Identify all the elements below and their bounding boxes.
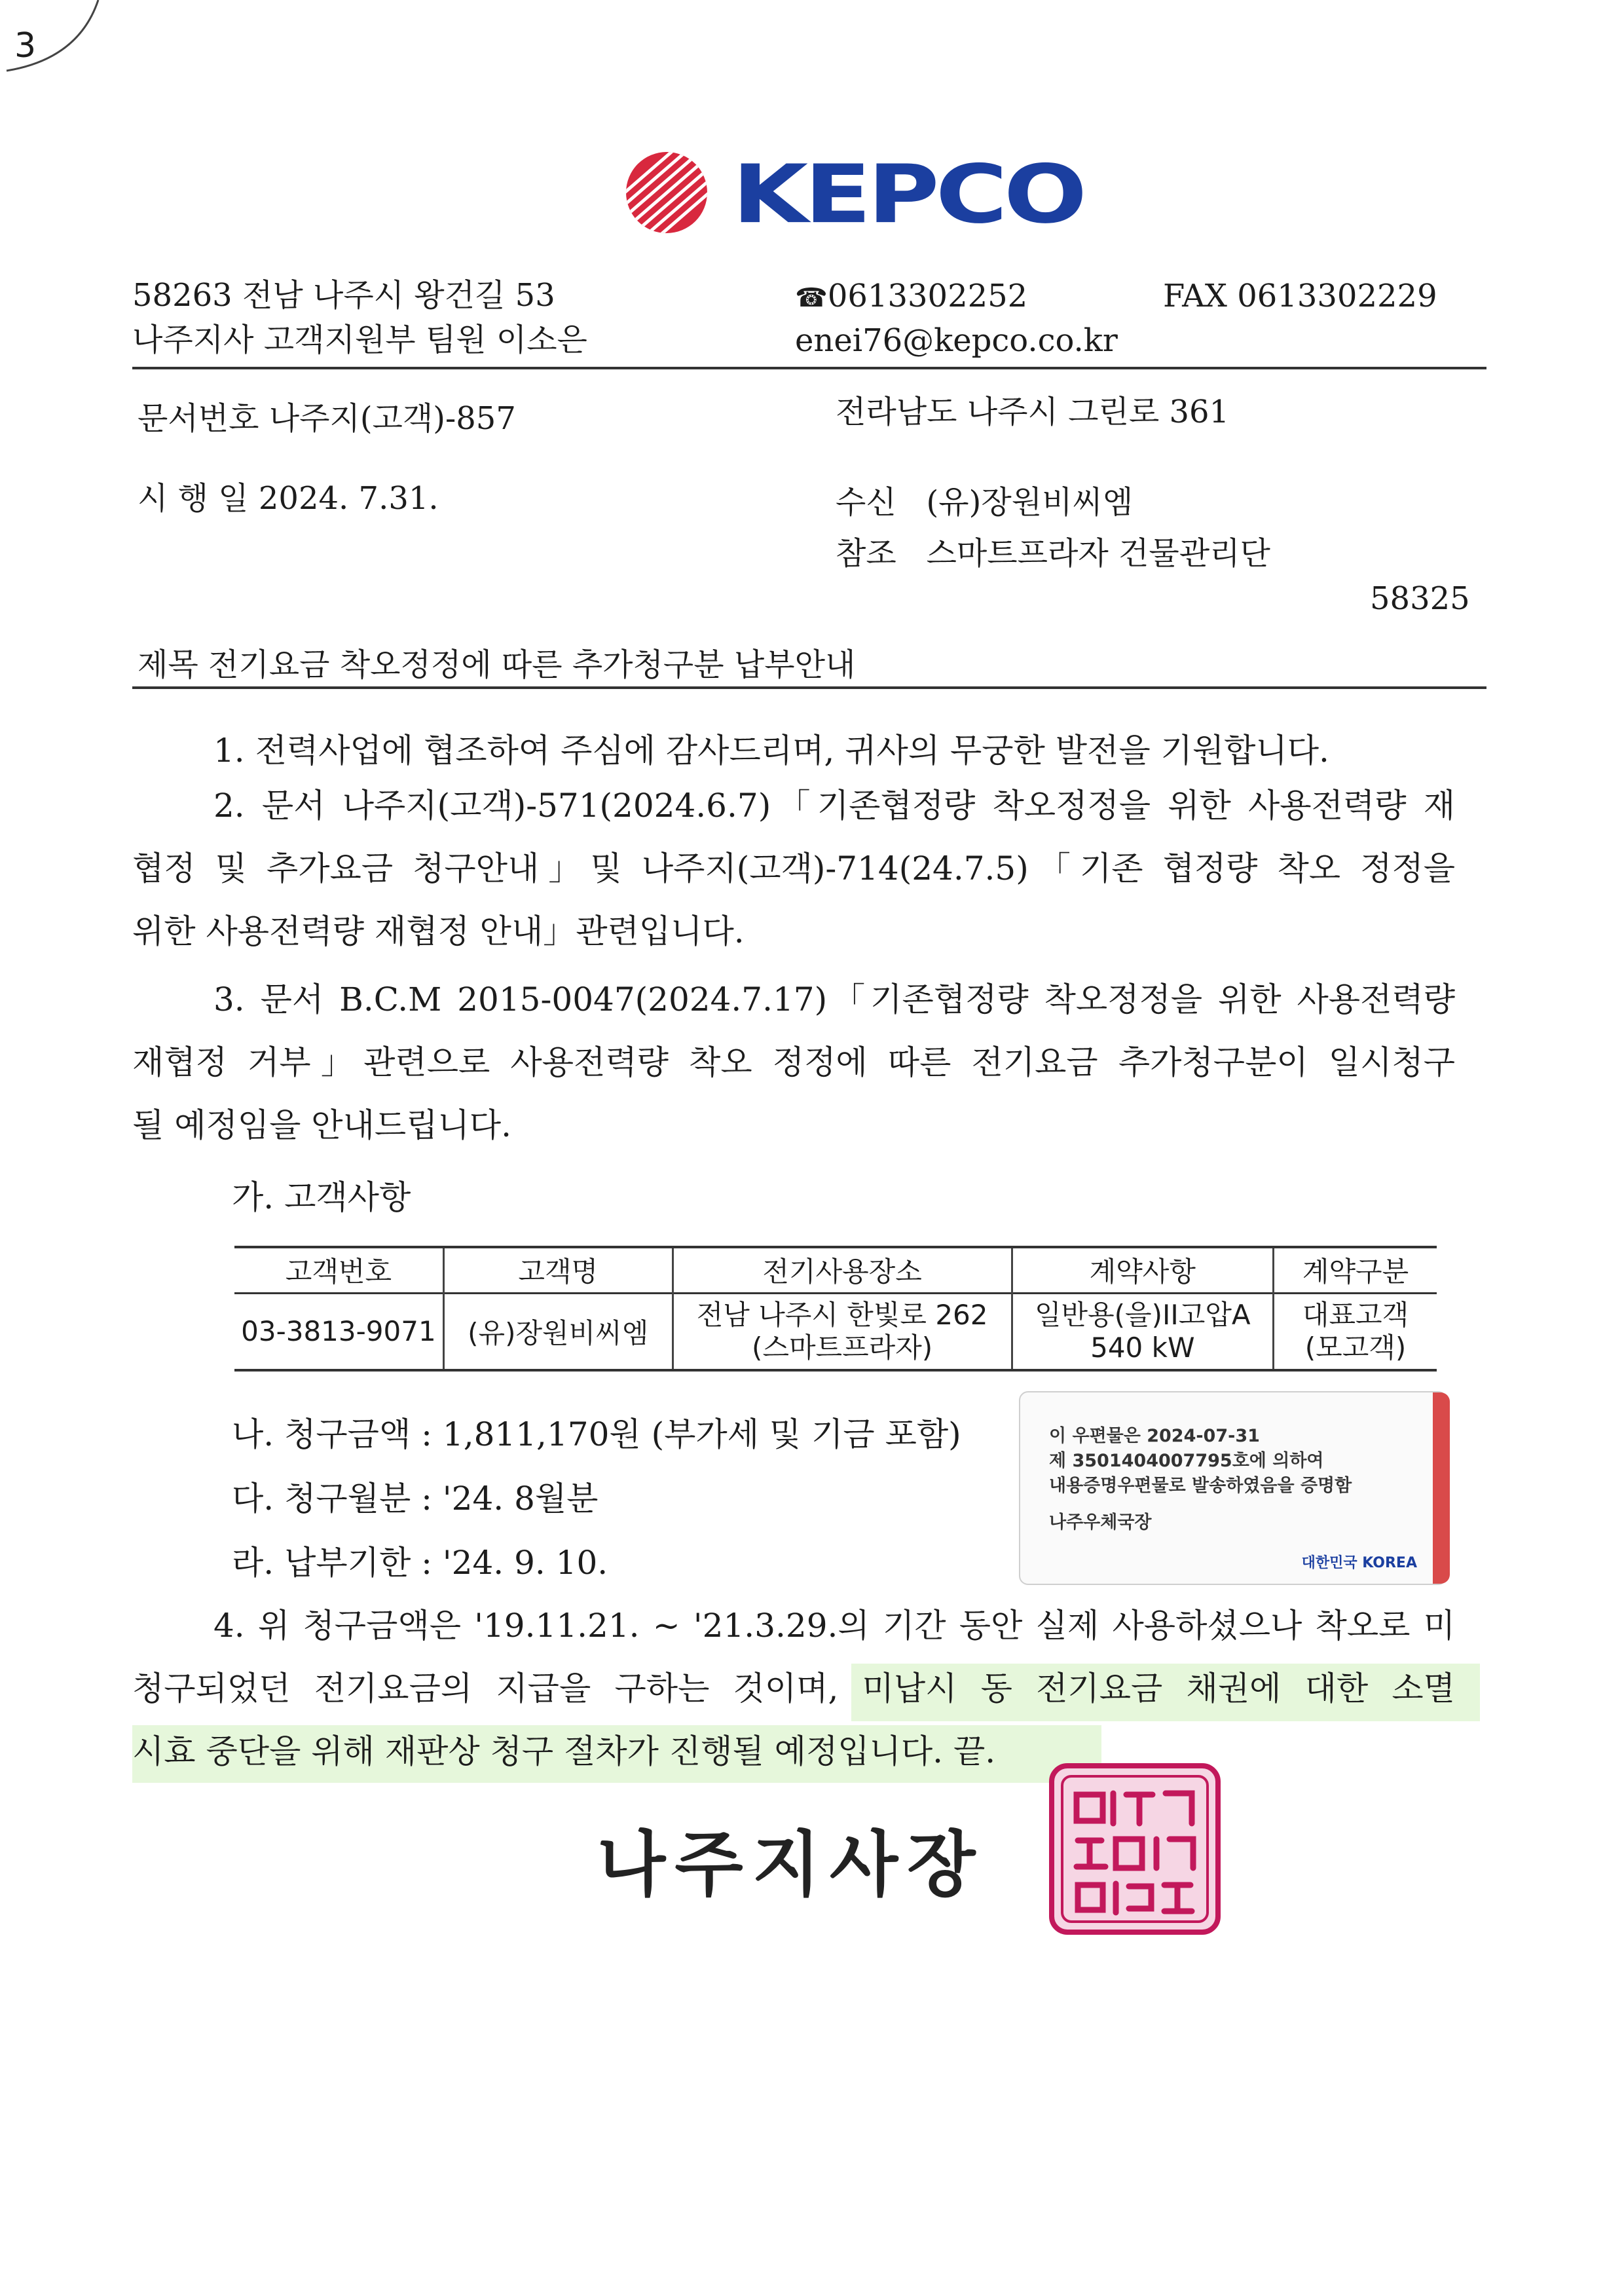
usage-place-line: 전남 나주시 한빛로 262 (696, 1298, 988, 1331)
recipient-row (836, 477, 1133, 522)
fax-number: FAX 0613302229 (1163, 278, 1437, 314)
subject-divider (132, 686, 1486, 689)
recipient-label: 수신 (836, 484, 896, 521)
doc-number: 문서번호 나주지(고객)-857 (138, 400, 516, 437)
recipient-postcode: 58325 (1370, 580, 1470, 617)
signer-title: 나주지사장 (597, 1824, 985, 1906)
postal-stamp-line: 나주우체국장 (1049, 1512, 1152, 1533)
reference-name: 스마트프라자 건물관리단 (926, 535, 1270, 572)
contract-type-cell (1274, 1293, 1437, 1370)
customer-name-cell: (유)장원비씨엠 (443, 1293, 673, 1370)
sender-contact-person: 나주지사 고객지원부 팀원 이소은 (132, 322, 587, 358)
page-number-mark: 3 (14, 26, 37, 65)
paragraph-3-line: 재협정 거부」관련으로 사용전력량 착오 정정에 따른 전기요금 추가청구분이 일시청구 (132, 1043, 1455, 1081)
postal-certification-stamp (1019, 1391, 1447, 1585)
table-header: 계약구분 (1274, 1247, 1437, 1293)
paragraph-1: 1. 전력사업에 협조하여 주심에 감사드리며, 귀사의 무궁한 발전을 기원합니다. (213, 732, 1329, 770)
postal-brand: 대한민국 KOREA (1301, 1555, 1417, 1571)
usage-place-cell (673, 1293, 1012, 1370)
sender-address: 58263 전남 나주시 왕건길 53 (132, 277, 555, 314)
table-row (234, 1293, 1437, 1370)
paragraph-4 (132, 1594, 1455, 1783)
reference-label: 참조 (836, 535, 896, 572)
item-da: 다. 청구월분 : '24. 8월분 (232, 1480, 599, 1518)
table-header-row (234, 1247, 1437, 1293)
email-address[interactable]: enei76@kepco.co.kr (795, 322, 1118, 359)
phone-line (795, 278, 1027, 314)
table-header: 계약사항 (1012, 1247, 1274, 1293)
item-ga: 가. 고객사항 (232, 1178, 411, 1216)
telephone-icon: ☎ (795, 283, 828, 313)
item-na: 나. 청구금액 : 1,811,170원 (부가세 및 기금 포함) (232, 1415, 961, 1453)
paragraph-4-line: 청구되었던 전기요금의 지급을 구하는 것이며, 미납시 동 전기요금 채권에 대한 소멸 (132, 1670, 1455, 1707)
table-header: 고객명 (443, 1247, 673, 1293)
official-seal (1048, 1762, 1222, 1936)
contract-type-line: 대표고객 (1302, 1298, 1409, 1331)
paragraph-4-line: 4. 위 청구금액은 '19.11.21. ~ '21.3.29.의 기간 동안 실제 사용하셨으나 착오로 미 (213, 1607, 1455, 1645)
paragraph-4-line: 시효 중단을 위해 재판상 청구 절차가 진행될 예정입니다. 끝. (132, 1732, 996, 1770)
logo-wordmark: KEPCO (732, 148, 1084, 242)
paragraph-3-line: 3. 문서 B.C.M 2015-0047(2024.7.17)「기존협정량 착오정정을 위한 사용전력량 (213, 980, 1455, 1018)
contract-line: 일반용(을)II고압A (1034, 1298, 1251, 1331)
contract-type-line: (모고객) (1304, 1331, 1407, 1364)
reference-row (836, 528, 1270, 573)
paragraph-2-line: 위한 사용전력량 재협정 안내」관련입니다. (132, 912, 745, 950)
postal-stamp-line: 내용증명우편물로 발송하였음을 증명함 (1049, 1476, 1352, 1496)
contract-cell (1012, 1293, 1274, 1370)
recipient-name: (유)장원비씨엠 (926, 484, 1134, 521)
issue-date: 시 행 일 2024. 7.31. (138, 480, 439, 517)
contract-line: 540 kW (1090, 1331, 1195, 1364)
table-header: 고객번호 (234, 1247, 443, 1293)
customer-number-cell: 03-3813-9071 (234, 1293, 443, 1370)
phone-number: 0613302252 (827, 278, 1028, 314)
postal-stamp-line: 제 3501404007795호에 의하여 (1049, 1451, 1324, 1471)
paragraph-3 (132, 968, 1455, 1157)
header-divider (132, 367, 1486, 369)
customer-table (234, 1246, 1437, 1371)
usage-place-line: (스마트프라자) (751, 1331, 933, 1364)
paragraph-2-line: 협정 및 추가요금 청구안내」및 나주지(고객)-714(24.7.5)「기존 협정량 착오 정정을 (132, 849, 1455, 887)
paragraph-2-line: 2. 문서 나주지(고객)-571(2024.6.7)「기존협정량 착오정정을 위한 사용전력량 재 (213, 787, 1455, 825)
table-header: 전기사용장소 (673, 1247, 1012, 1293)
postal-stamp-line: 이 우편물은 2024-07-31 (1049, 1426, 1260, 1446)
stamp-red-edge (1433, 1392, 1450, 1584)
paragraph-3-line: 될 예정임을 안내드립니다. (132, 1106, 511, 1144)
subject-line: 제목 전기요금 착오정정에 따른 추가청구분 납부안내 (138, 646, 856, 683)
paragraph-2 (132, 774, 1455, 963)
item-ra: 라. 납부기한 : '24. 9. 10. (232, 1544, 608, 1582)
recipient-address: 전라남도 나주시 그린로 361 (836, 394, 1230, 430)
